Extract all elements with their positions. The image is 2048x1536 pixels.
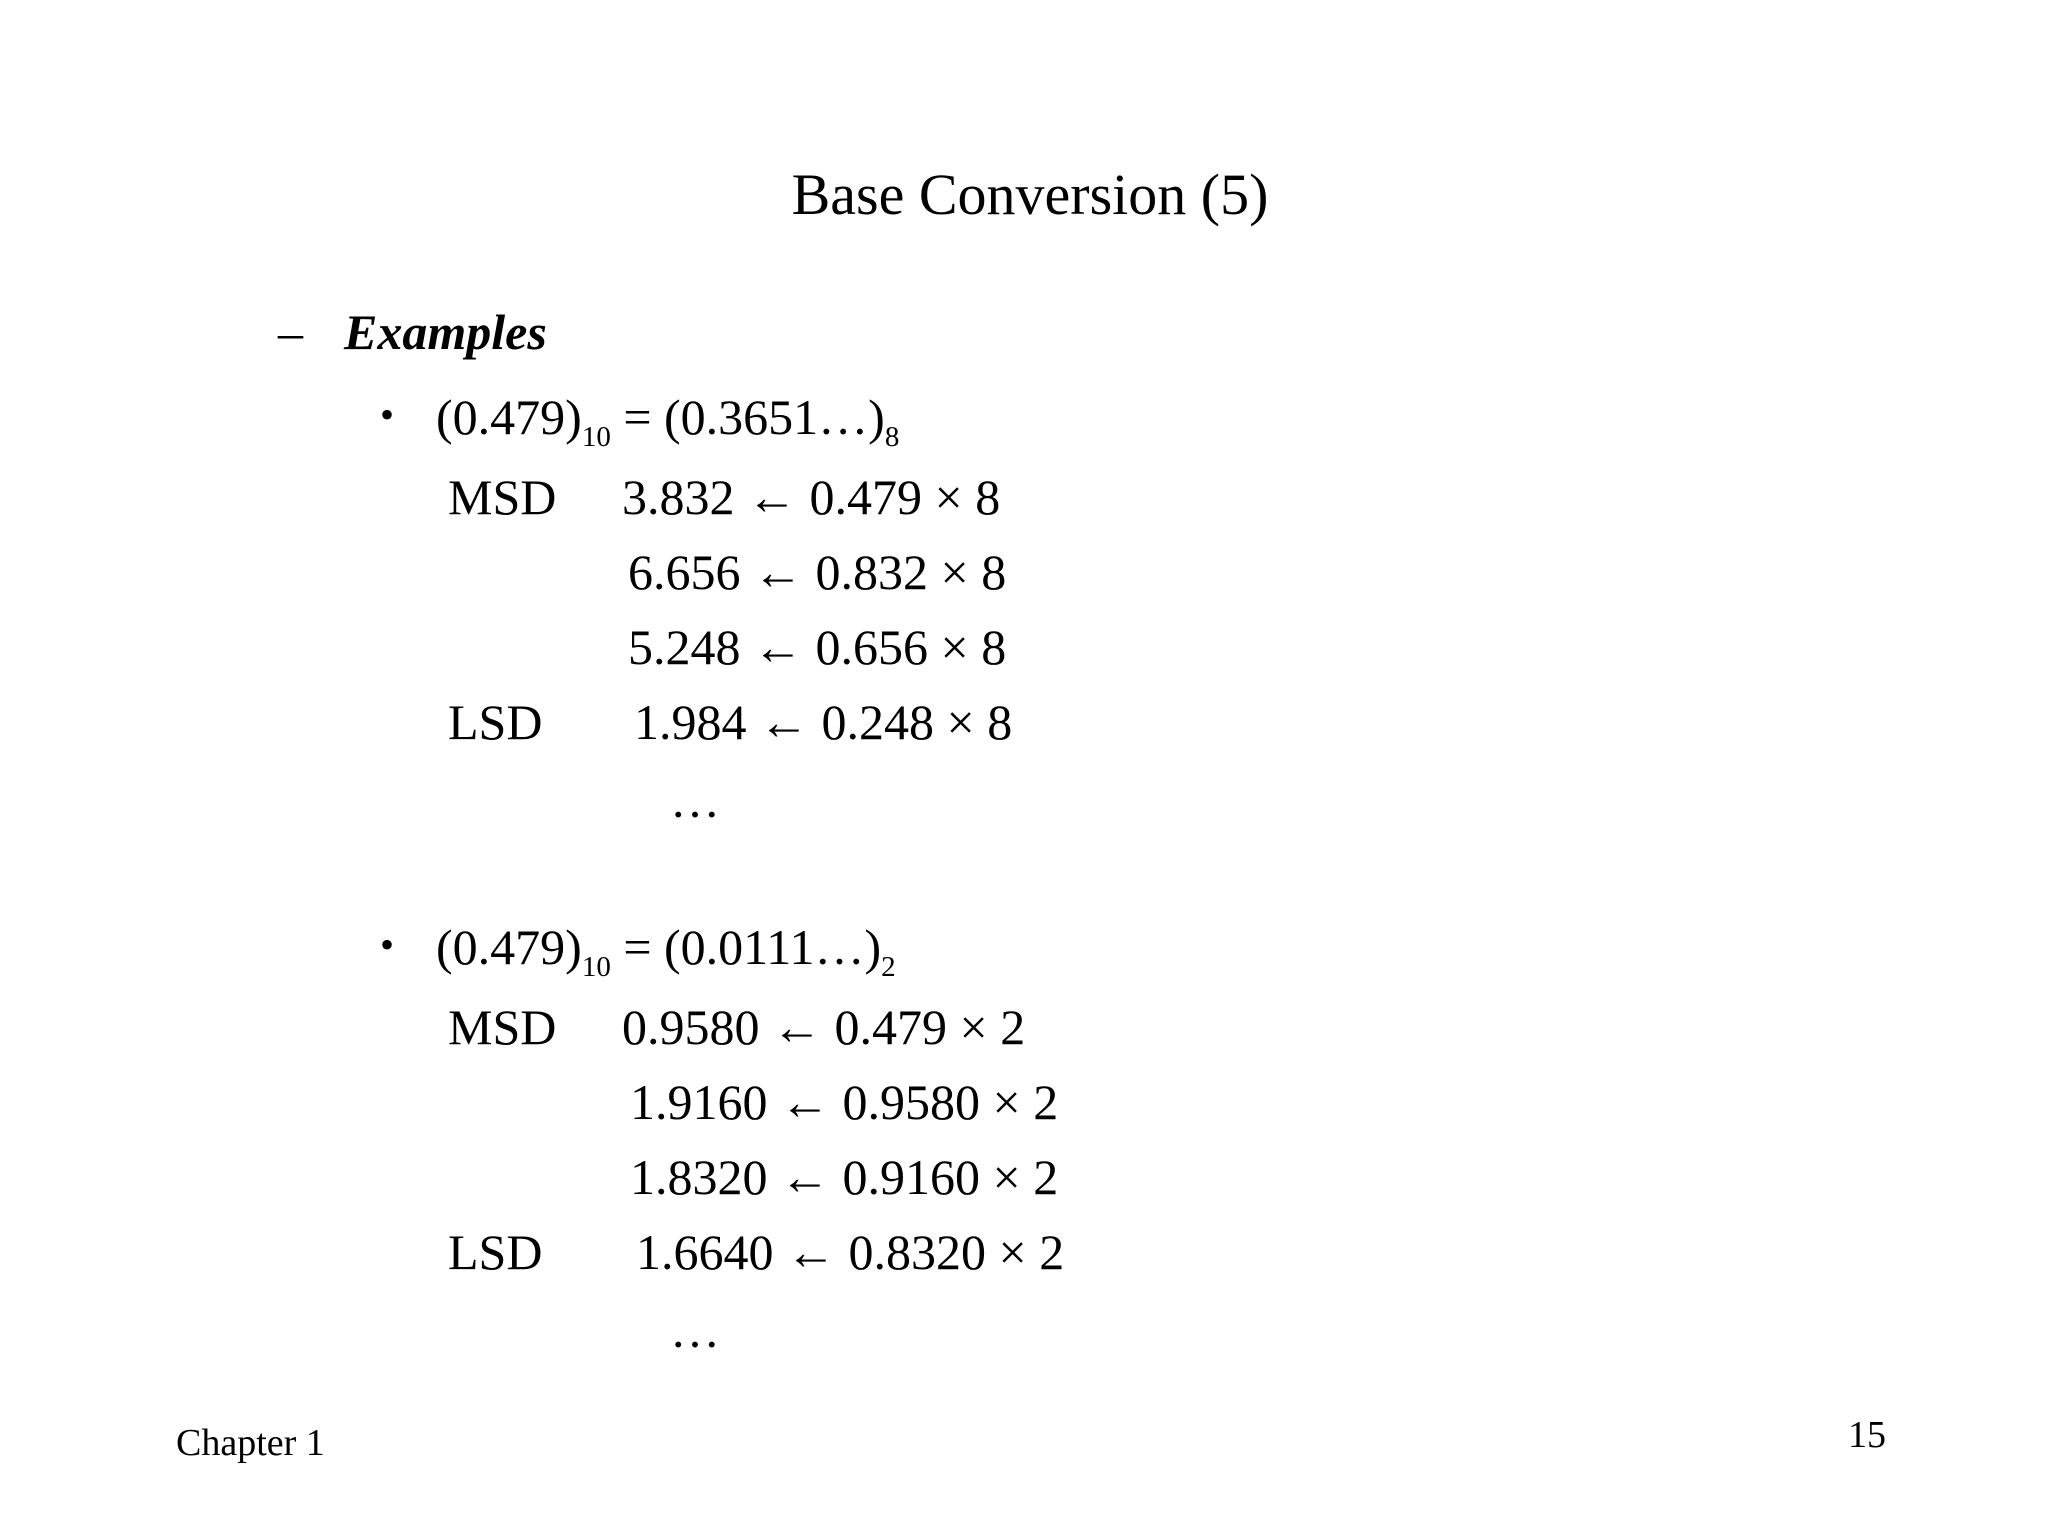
bullet-icon: • xyxy=(380,922,395,967)
lhs-value: (0.479) xyxy=(436,919,582,975)
step-label-msd: MSD xyxy=(448,469,557,525)
step-expression: 1.9160 ← 0.9580 × 2 xyxy=(630,1074,1059,1130)
rhs-base: 8 xyxy=(884,421,900,453)
lhs-base: 10 xyxy=(581,421,611,453)
footer-chapter: Chapter 1 xyxy=(176,1422,325,1464)
rhs-value: (0.0111…) xyxy=(664,919,882,975)
example-binary-heading xyxy=(380,919,896,983)
bullet-icon: • xyxy=(380,392,395,437)
equals-sign: = xyxy=(623,919,652,975)
rhs-value: (0.3651…) xyxy=(664,389,885,445)
lhs-value: (0.479) xyxy=(436,389,582,445)
example-octal-heading xyxy=(380,389,900,453)
step-expression: 1.6640 ← 0.8320 × 2 xyxy=(636,1224,1065,1280)
step-label-msd: MSD xyxy=(448,999,557,1055)
step-expression: 3.832 ← 0.479 × 8 xyxy=(622,469,1001,525)
step-expression: 6.656 ← 0.832 × 8 xyxy=(628,544,1007,600)
continuation-ellipsis: … xyxy=(670,772,720,828)
lhs-base: 10 xyxy=(581,951,611,983)
continuation-ellipsis: … xyxy=(670,1302,720,1358)
step-expression: 1.8320 ← 0.9160 × 2 xyxy=(630,1149,1059,1205)
section-heading xyxy=(278,304,547,360)
section-label: Examples xyxy=(344,304,547,360)
step-label-lsd: LSD xyxy=(448,694,543,750)
footer-page-number: 15 xyxy=(1848,1414,1886,1456)
slide-title: Base Conversion (5) xyxy=(791,162,1269,227)
rhs-base: 2 xyxy=(881,951,896,983)
step-expression: 1.984 ← 0.248 × 8 xyxy=(634,694,1013,750)
step-expression: 5.248 ← 0.656 × 8 xyxy=(628,619,1007,675)
equals-sign: = xyxy=(623,389,652,445)
dash-bullet: – xyxy=(278,304,303,360)
step-label-lsd: LSD xyxy=(448,1224,543,1280)
step-expression: 0.9580 ← 0.479 × 2 xyxy=(622,999,1026,1055)
